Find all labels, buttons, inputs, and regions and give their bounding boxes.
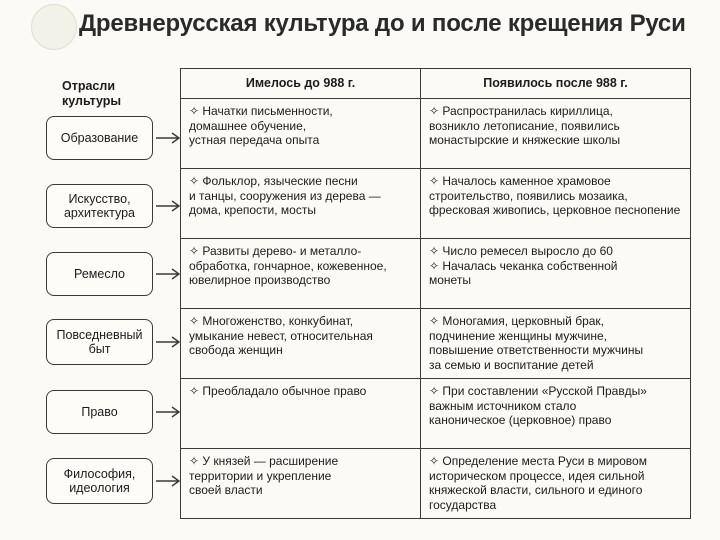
cell-text-line: ✧ Распространилась кириллица, bbox=[429, 104, 613, 118]
column-header-after: Появилось после 988 г. bbox=[421, 69, 691, 99]
cell-before bbox=[181, 309, 421, 379]
cell-text-line: строительство, появились мозаика, bbox=[429, 188, 628, 203]
branch-box-art: Искусство, архитектура bbox=[46, 184, 153, 228]
cell-before bbox=[181, 379, 421, 449]
cell-after bbox=[421, 449, 691, 519]
cell-text-line: ✧ Преобладало обычное право bbox=[189, 384, 367, 398]
arrow-right-icon bbox=[155, 131, 181, 145]
cell-text-line: и танцы, сооружения из дерева — bbox=[189, 188, 381, 203]
cell-text-line: ✧ Начатки письменности, bbox=[189, 104, 333, 118]
table-row bbox=[181, 309, 691, 379]
cell-text-line: ювелирное производство bbox=[189, 273, 331, 287]
table-row bbox=[181, 239, 691, 309]
cell-text-line: умыкание невест, относительная bbox=[189, 328, 373, 343]
cell-text-line: ✧ Моногамия, церковный брак, bbox=[429, 314, 605, 328]
cell-text-line: домашнее обучение, bbox=[189, 118, 307, 133]
cell-text-line: ✧ Началась чеканка собственной bbox=[429, 258, 618, 273]
arrow-right-icon bbox=[155, 267, 181, 281]
cell-text-line: устная передача опыта bbox=[189, 133, 320, 147]
cell-after bbox=[421, 239, 691, 309]
arrow-right-icon bbox=[155, 405, 181, 419]
cell-text-line: каноническое (церковное) право bbox=[429, 413, 612, 427]
cell-text-line: повышение ответственности мужчины bbox=[429, 343, 644, 357]
cell-before bbox=[181, 169, 421, 239]
cell-text-line: ✧ Развиты дерево- и металло- bbox=[189, 244, 362, 258]
title-bullet-circle bbox=[31, 4, 77, 50]
cell-text-line: княжеской власти, сильного и единого bbox=[429, 483, 643, 497]
arrow-right-icon bbox=[155, 335, 181, 349]
page-title: Древнерусская культура до и после крещения Руси bbox=[79, 10, 686, 37]
arrow-right-icon bbox=[155, 474, 181, 488]
cell-text-line: свобода женщин bbox=[189, 343, 283, 357]
cell-text-line: монеты bbox=[429, 273, 471, 287]
cell-text-line: ✧ Многоженство, конкубинат, bbox=[189, 314, 354, 328]
cell-text-line: возникло летописание, появились bbox=[429, 118, 620, 133]
cell-text-line: фресковая живопись, церковное песнопение bbox=[429, 203, 681, 217]
table-body bbox=[181, 99, 691, 519]
arrow-right-icon bbox=[155, 199, 181, 213]
cell-text-line: обработка, гончарное, кожевенное, bbox=[189, 258, 387, 273]
cell-text-line: важным источником стало bbox=[429, 398, 577, 413]
table-row bbox=[181, 169, 691, 239]
cell-text-line: ✧ У князей — расширение bbox=[189, 454, 339, 468]
cell-text-line: своей власти bbox=[189, 483, 263, 497]
branches-header: Отрасли культуры bbox=[62, 79, 122, 108]
cell-text-line: монастырские и княжеские школы bbox=[429, 133, 621, 147]
cell-text-line: ✧ При составлении «Русской Правды» bbox=[429, 384, 647, 398]
cell-after bbox=[421, 309, 691, 379]
branch-box-philosophy: Философия, идеология bbox=[46, 458, 153, 504]
cell-text-line: ✧ Фольклор, языческие песни bbox=[189, 174, 358, 188]
cell-after bbox=[421, 169, 691, 239]
branch-box-craft: Ремесло bbox=[46, 252, 153, 296]
table-row bbox=[181, 379, 691, 449]
column-header-before: Имелось до 988 г. bbox=[181, 69, 421, 99]
branch-box-law: Право bbox=[46, 390, 153, 434]
cell-text-line: ✧ Началось каменное храмовое bbox=[429, 174, 611, 188]
culture-table bbox=[180, 68, 691, 519]
cell-text-line: ✧ Определение места Руси в мировом bbox=[429, 454, 647, 468]
cell-text-line: территории и укрепление bbox=[189, 468, 332, 483]
cell-before bbox=[181, 99, 421, 169]
cell-text-line: историческом процессе, идея сильной bbox=[429, 468, 645, 483]
branch-box-education: Образование bbox=[46, 116, 153, 160]
cell-after bbox=[421, 99, 691, 169]
cell-text-line: подчинение женщины мужчине, bbox=[429, 328, 607, 343]
branch-box-daily-life: Повседневный быт bbox=[46, 319, 153, 365]
cell-text-line: ✧ Число ремесел выросло до 60 bbox=[429, 244, 613, 258]
cell-text-line: государства bbox=[429, 497, 497, 512]
table-row bbox=[181, 449, 691, 519]
cell-after bbox=[421, 379, 691, 449]
cell-text-line: за семью и воспитание детей bbox=[429, 357, 594, 372]
cell-text-line: дома, крепости, мосты bbox=[189, 203, 316, 217]
cell-before bbox=[181, 449, 421, 519]
table-row bbox=[181, 99, 691, 169]
cell-before bbox=[181, 239, 421, 309]
